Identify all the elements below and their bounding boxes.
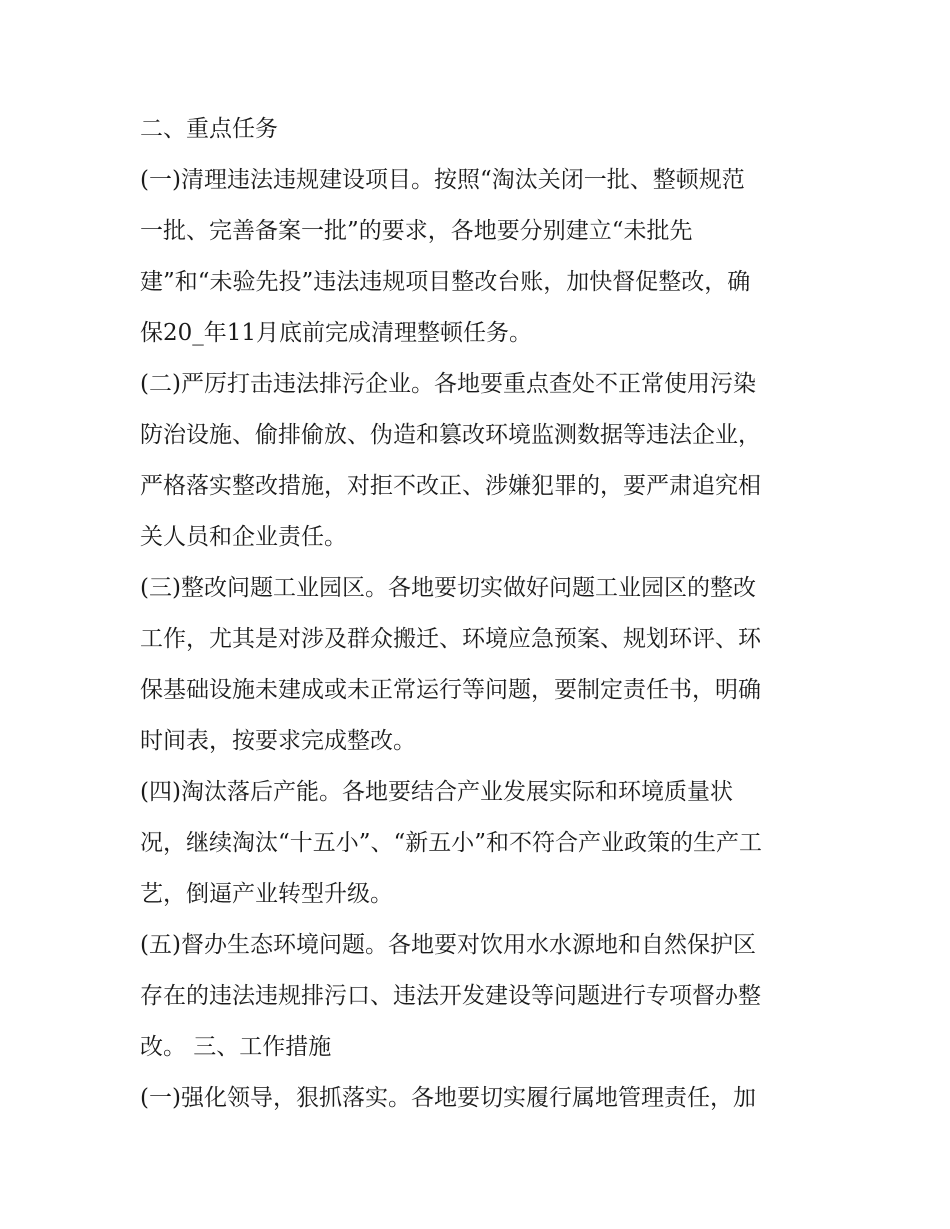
text-line: 关人员和企业责任。 [140, 524, 347, 550]
text-line: 建”和“未验先投”违法违规项目整改台账，加快督促整改，确 [140, 269, 751, 295]
text-line: 保20_年11月底前完成清理整顿任务。 [140, 320, 533, 346]
text-line: 存在的违法违规排污口、违法开发建设等问题进行专项督办整 [140, 983, 761, 1009]
text-line: (二)严厉打击违法排污企业。各地要重点查处不正常使用污染 [140, 371, 756, 397]
text-line: (一)强化领导，狠抓落实。各地要切实履行属地管理责任，加 [140, 1085, 756, 1111]
text-line: (四)淘汰落后产能。各地要结合产业发展实际和环境质量状 [140, 779, 733, 805]
text-line: 时间表，按要求完成整改。 [140, 728, 416, 754]
text-line: (一)清理违法违规建设项目。按照“淘汰关闭一批、整顿规范 [140, 167, 745, 193]
text-line: 严格落实整改措施，对拒不改正、涉嫌犯罪的，要严肃追究相 [140, 473, 761, 499]
section-heading: 二、重点任务 [140, 116, 278, 142]
text-line: 改。 三、工作措施 [140, 1034, 332, 1060]
text-line: (五)督办生态环境问题。各地要对饮用水水源地和自然保护区 [140, 932, 756, 958]
text-line: 防治设施、偷排偷放、伪造和篡改环境监测数据等违法企业， [140, 422, 761, 448]
text-line: 艺，倒逼产业转型升级。 [140, 881, 393, 907]
text-line: 一批、完善备案一批”的要求，各地要分别建立“未批先 [140, 218, 693, 244]
text-line: 保基础设施未建成或未正常运行等问题，要制定责任书，明确 [140, 677, 761, 703]
document-body [140, 104, 820, 1124]
text-line: 况，继续淘汰“十五小”、“新五小”和不符合产业政策的生产工 [140, 830, 763, 856]
text-line: 工作，尤其是对涉及群众搬迁、环境应急预案、规划环评、环 [140, 626, 761, 652]
text-line: (三)整改问题工业园区。各地要切实做好问题工业园区的整改 [140, 575, 756, 601]
